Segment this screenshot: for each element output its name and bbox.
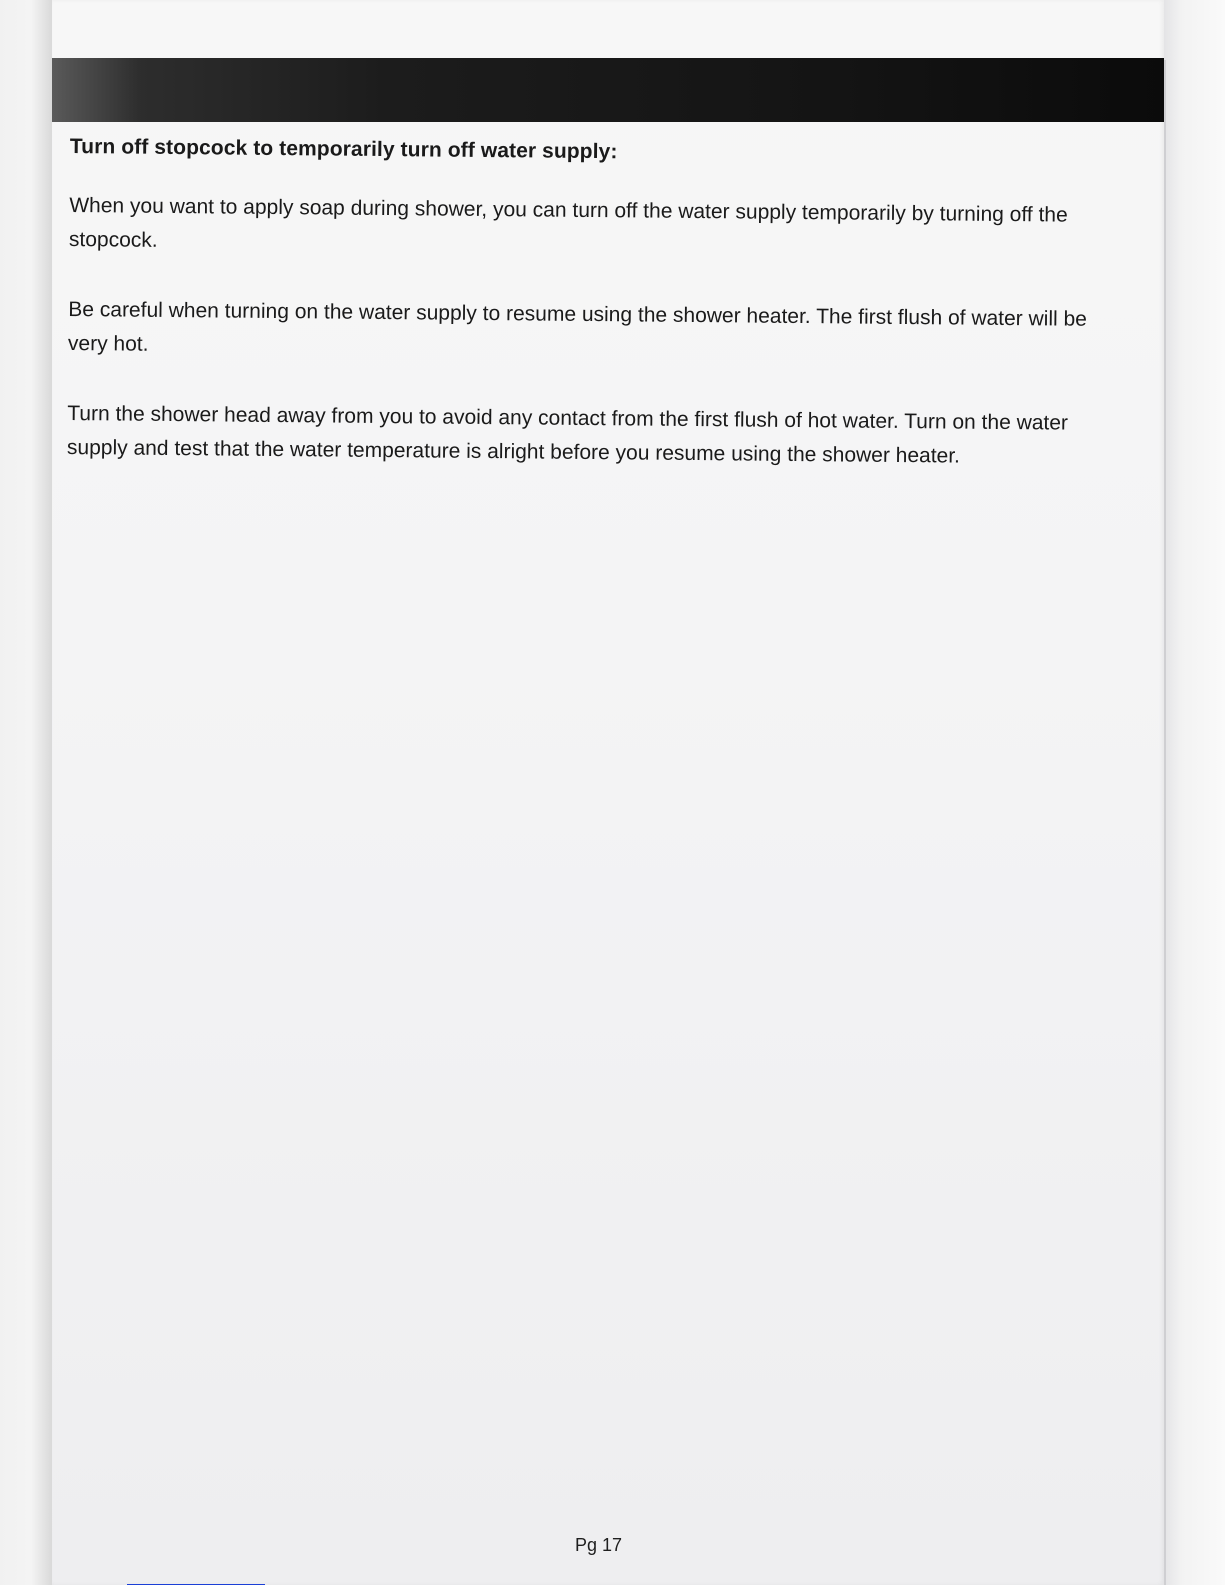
page-content: [66, 133, 1099, 511]
page-edge-line: [1164, 60, 1166, 1585]
binding-shadow: [0, 0, 52, 1585]
paragraph-apply-soap: When you want to apply soap during shower, you can turn off the water supply temporarily by turning off the stopcock.: [68, 193, 1068, 252]
header-band: [52, 58, 1164, 122]
page-number: Pg 17: [575, 1535, 623, 1555]
page-edge: [1164, 0, 1225, 1585]
paragraph-caution-hot-water: Be careful when turning on the water supply to resume using the shower heater. The first flush of water will be very hot.: [67, 297, 1088, 356]
paragraph-turn-head-away: Turn the shower head away from you to avoid any contact from the first flush of hot water. Turn on the water supply and test that the water temperature is alright before you resume using the shower heater.: [66, 401, 1069, 468]
section-heading: Turn off stopcock to temporarily turn off water supply:: [69, 134, 618, 164]
